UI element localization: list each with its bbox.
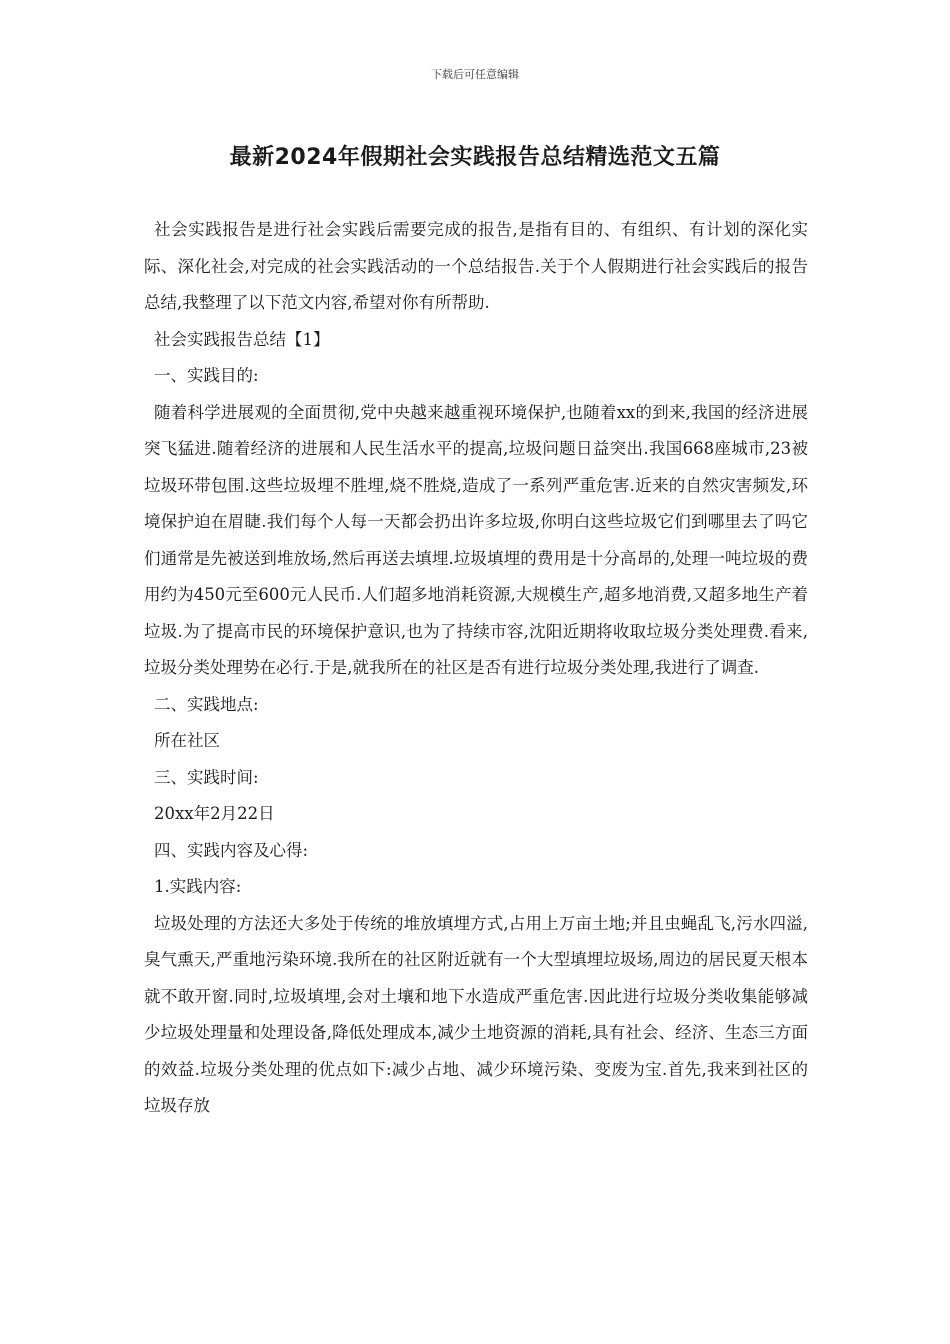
section-heading: 社会实践报告总结【1】 [154,329,330,349]
document-title: 最新2024年假期社会实践报告总结精选范文五篇 [229,145,721,170]
section-heading: 二、实践地点: [154,694,259,714]
section-heading: 一、实践目的: [154,366,259,385]
document-body [144,212,808,1125]
body-paragraph: 随着科学进展观的全面贯彻,党中央越来越重视环境保护,也随着xx的到来,我国的经济进展突飞猛进.随着经济的进展和人民生活水平的提高,垃圾问题日益突出.我国668座城市,23被垃圾环带包围.这些垃圾埋不胜埋,烧不胜烧,造成了一系列严重危害.近来的自然灾害频发,环境保护迫在眉睫.我们每个人每一天都会扔出许多垃圾,你明白这些垃圾它们到哪里去了吗它们通常是先被送到堆放场,然后再送去填埋.垃圾填埋的费用是十分高昂的,处理一吨垃圾的费用约为450元至600元人民币.人们超多地消耗资源,大规模生产,超多地消费,又超多地生产着垃圾.为了提高市民的环境保护意识,也为了持续市容,沈阳近期将收取垃圾分类处理费.看来,垃圾分类处理势在必行.于是,就我所在的社区是否有进行垃圾分类处理,我进行了调查. [144,402,808,677]
intro-paragraph: 社会实践报告是进行社会实践后需要完成的报告,是指有目的、有组织、有计划的深化实际、深化社会,对完成的社会实践活动的一个总结报告.关于个人假期进行社会实践后的报告总结,我整理了以下范文内容,希望对你有所帮助. [144,220,808,312]
body-paragraph: 垃圾处理的方法还大多处于传统的堆放填埋方式,占用上万亩土地;并且虫蝇乱飞,污水四溢,臭气熏天,严重地污染环境.我所在的社区附近就有一个大型填埋垃圾场,周边的居民夏天根本就不敢开窗.同时,垃圾填埋,会对土壤和地下水造成严重危害.因此进行垃圾分类收集能够减少垃圾处理量和处理设备,降低处理成本,减少土地资源的消耗,具有社会、经济、生态三方面的效益.垃圾分类处理的优点如下:减少占地、减少环境污染、变废为宝.首先,我来到社区的垃圾存放 [144,913,808,1115]
body-paragraph: 所在社区 [154,731,220,750]
section-heading: 四、实践内容及心得: [154,840,309,860]
subsection-heading: 1.实践内容: [154,877,242,896]
body-paragraph: 20xx年2月22日 [154,804,275,823]
header-note: 下载后可任意编辑 [431,68,519,81]
section-heading: 三、实践时间: [154,767,259,787]
